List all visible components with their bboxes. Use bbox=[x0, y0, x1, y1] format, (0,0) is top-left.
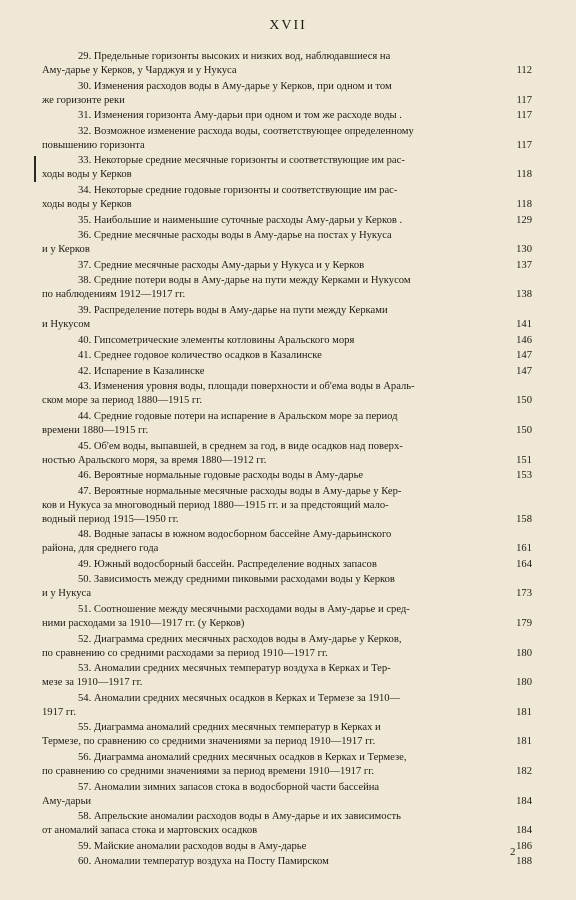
toc-entry bbox=[42, 50, 532, 78]
toc-entry bbox=[42, 380, 532, 408]
toc-entry-line: 54. Аномалии средних месячных осадков в Керках и Термезе за 1910— bbox=[78, 692, 401, 704]
toc-entry-line: водный период 1915—1950 гг. bbox=[42, 513, 179, 525]
toc-entry-line: 60. Аномалии температур воздуха на Посту Памирском bbox=[78, 856, 329, 868]
toc-entry-line: ков и Нукуса за многоводный период 1880—1915 гг. и за предстоящий мало- bbox=[42, 499, 389, 511]
toc-entry-line: 46. Вероятные нормальные годовые расходы воды в Аму-дарье bbox=[78, 470, 364, 482]
toc-entry bbox=[42, 349, 532, 363]
toc-entry bbox=[42, 184, 532, 212]
toc-page-number: 153 bbox=[516, 470, 532, 482]
toc-entry-line: 32. Возможное изменение расхода воды, соответствующее определенному bbox=[78, 125, 414, 137]
toc-entry bbox=[42, 751, 532, 779]
toc-entry-line: 48. Водные запасы в южном водосборном бассейне Аму-дарьинского bbox=[78, 529, 392, 541]
toc-entry bbox=[42, 259, 532, 273]
toc-entry-line: ними расходами за 1910—1917 гг. (у Керков) bbox=[42, 618, 245, 630]
toc-page-number: 130 bbox=[516, 244, 532, 256]
toc-page-number: 138 bbox=[516, 289, 532, 301]
toc-entry bbox=[42, 810, 532, 838]
toc-entry bbox=[42, 781, 532, 809]
toc-entry-line: 50. Зависимость между средними пиковыми расходами воды у Керков bbox=[78, 574, 395, 586]
toc-entry-line: и Нукусом bbox=[42, 318, 91, 330]
toc-page-number: 184 bbox=[516, 795, 532, 807]
toc-entry bbox=[42, 304, 532, 332]
toc-entry bbox=[42, 109, 532, 123]
toc-entry bbox=[42, 440, 532, 468]
toc-entry bbox=[42, 721, 532, 749]
toc-page-number: 117 bbox=[516, 94, 532, 106]
toc-entry bbox=[42, 80, 532, 108]
table-of-contents bbox=[42, 50, 532, 871]
toc-entry bbox=[42, 469, 532, 483]
toc-entry-line: по сравнению со средними расходами за период 1910—1917 гг. bbox=[42, 647, 328, 659]
toc-page-number: 182 bbox=[516, 766, 532, 778]
toc-page-number: 141 bbox=[516, 318, 532, 330]
toc-entry-line: 55. Диаграмма аномалий средних месячных температур в Керках и bbox=[78, 722, 381, 734]
toc-page-number: 173 bbox=[516, 588, 532, 600]
toc-entry bbox=[42, 485, 532, 527]
toc-entry bbox=[42, 840, 532, 854]
toc-page-number: 129 bbox=[516, 214, 532, 226]
toc-entry bbox=[42, 692, 532, 720]
toc-entry-line: и у Керков bbox=[42, 244, 90, 256]
toc-entry-line: 35. Наибольшие и наименьшие суточные расходы Аму-дарьи у Керков . bbox=[78, 214, 403, 226]
toc-page-number: 164 bbox=[516, 558, 532, 570]
toc-entry-line: от аномалий запаса стока и мартовских осадков bbox=[42, 825, 258, 837]
toc-entry bbox=[42, 334, 532, 348]
toc-entry-line: 56. Диаграмма аномалий средних месячных осадков в Керках и Термезе, bbox=[78, 752, 407, 764]
toc-entry bbox=[42, 603, 532, 631]
toc-entry-line: 40. Гипсометрические элементы котловины Аральского моря bbox=[78, 334, 355, 346]
toc-entry-line: же горизонте реки bbox=[42, 94, 125, 106]
toc-entry bbox=[42, 410, 532, 438]
toc-entry-line: 38. Средние потери воды в Аму-дарье на пути между Керками и Нукусом bbox=[78, 275, 411, 287]
toc-page-number: 137 bbox=[516, 259, 532, 271]
toc-entry bbox=[42, 214, 532, 228]
toc-entry-line: 52. Диаграмма средних месячных расходов воды в Аму-дарье у Керков, bbox=[78, 633, 402, 645]
toc-entry-line: 58. Апрельские аномалии расходов воды в Аму-дарье и их зависимость bbox=[78, 811, 401, 823]
toc-entry-line: 31. Изменения горизонта Аму-дарьи при одном и том же расходе воды . bbox=[78, 110, 402, 122]
toc-entry-line: 41. Среднее годовое количество осадков в Казалинске bbox=[78, 350, 322, 362]
toc-entry-line: 1917 гг. bbox=[42, 706, 76, 718]
toc-entry-line: Аму-дарье у Керков, у Чарджуя и у Нукуса bbox=[42, 65, 237, 76]
toc-entry bbox=[42, 154, 532, 182]
toc-page-number: 151 bbox=[516, 454, 532, 466]
toc-page-number: 180 bbox=[516, 677, 532, 689]
toc-entry-line: повышению горизонта bbox=[42, 139, 145, 151]
toc-page-number: 118 bbox=[516, 198, 532, 210]
page-header-roman-numeral: XVII bbox=[269, 18, 307, 33]
toc-page-number: 118 bbox=[516, 169, 532, 181]
toc-page-number: 147 bbox=[516, 350, 532, 362]
toc-entry bbox=[42, 662, 532, 690]
toc-entry-line: 57. Аномалии зимних запасов стока в водосборной части бассейна bbox=[78, 781, 380, 793]
toc-page-number: 179 bbox=[516, 618, 532, 630]
toc-entry-line: по наблюдениям 1912—1917 гг. bbox=[42, 289, 186, 301]
toc-page-number: 188 bbox=[516, 856, 532, 868]
toc-entry bbox=[42, 573, 532, 601]
toc-entry-line: района, для среднего года bbox=[42, 543, 159, 555]
toc-page-number: 112 bbox=[516, 65, 532, 76]
toc-entry-line: ском море за период 1880—1915 гг. bbox=[42, 395, 203, 407]
toc-page-number: 181 bbox=[516, 706, 532, 718]
toc-page-number: 147 bbox=[516, 365, 532, 377]
toc-entry bbox=[42, 528, 532, 556]
toc-entry-line: 49. Южный водосборный бассейн. Распределение водных запасов bbox=[78, 558, 377, 570]
toc-entry-line: 51. Соотношение между месячными расходами воды в Аму-дарье и сред- bbox=[78, 604, 410, 616]
toc-entry-line: ностью Аральского моря, за время 1880—1912 гг. bbox=[42, 454, 267, 466]
toc-entry bbox=[42, 229, 532, 257]
toc-page-number: 117 bbox=[516, 139, 532, 151]
signature-mark: 2 bbox=[510, 846, 516, 858]
toc-entry-line: 42. Испарение в Казалинске bbox=[78, 365, 205, 377]
toc-entry-line: 47. Вероятные нормальные месячные расходы воды в Аму-дарье у Кер- bbox=[78, 485, 402, 497]
toc-page-number: 146 bbox=[516, 334, 532, 346]
toc-page-number: 180 bbox=[516, 647, 532, 659]
toc-entry-line: по сравнению со средними значениями за период времени 1910—1917 гг. bbox=[42, 766, 375, 778]
toc-page-number: 184 bbox=[516, 825, 532, 837]
toc-entry-line: 34. Некоторые средние годовые горизонты и соответствующие им рас- bbox=[78, 184, 398, 196]
toc-entry-line: Термезе, по сравнению со средними значениями за период 1910—1917 гг. bbox=[42, 736, 376, 748]
toc-entry-line: 30. Изменения расходов воды в Аму-дарье у Керков, при одном и том bbox=[78, 80, 392, 92]
toc-entry-line: и у Нукуса bbox=[42, 588, 92, 600]
toc-entry-line: 53. Аномалии средних месячных температур воздуха в Керках и Тер- bbox=[78, 663, 391, 675]
toc-page-number: 158 bbox=[516, 513, 532, 525]
toc-entry bbox=[42, 365, 532, 379]
toc-entry-line: 59. Майские аномалии расходов воды в Аму-дарье bbox=[78, 840, 307, 852]
toc-page-number: 181 bbox=[516, 736, 532, 748]
toc-page-number: 150 bbox=[516, 395, 532, 407]
toc-entry bbox=[42, 274, 532, 302]
toc-entry-line: 45. Об'ем воды, выпавшей, в среднем за год, в виде осадков над поверх- bbox=[78, 440, 403, 452]
toc-page-number: 117 bbox=[516, 110, 532, 122]
margin-pencil-mark bbox=[34, 156, 36, 182]
toc-entry-line: 29. Предельные горизонты высоких и низких вод, наблюдавшиеся на bbox=[78, 51, 391, 62]
toc-entry-line: времени 1880—1915 гг. bbox=[42, 424, 149, 436]
toc-page-number: 161 bbox=[516, 543, 532, 555]
toc-entry bbox=[42, 125, 532, 153]
toc-entry bbox=[42, 855, 532, 869]
toc-entry-line: ходы воды у Керков bbox=[42, 169, 132, 181]
toc-entry bbox=[42, 633, 532, 661]
toc-entry-line: мезе за 1910—1917 гг. bbox=[42, 677, 143, 689]
toc-entry-line: ходы воды у Керков bbox=[42, 198, 132, 210]
toc-page-number: 150 bbox=[516, 424, 532, 436]
toc-entry-line: 39. Распределение потерь воды в Аму-дарье на пути между Керками bbox=[78, 304, 388, 316]
toc-entry-line: Аму-дарьи bbox=[42, 795, 92, 807]
toc-entry-line: 36. Средние месячные расходы воды в Аму-дарье на постах у Нукуса bbox=[78, 230, 392, 242]
toc-page-number: 186 bbox=[516, 840, 532, 852]
toc-entry-line: 44. Средние годовые потери на испарение в Аральском море за период bbox=[78, 410, 398, 422]
toc-entry-line: 43. Изменения уровня воды, площади поверхности и об'ема воды в Араль- bbox=[78, 381, 415, 393]
toc-entry-line: 33. Некоторые средние месячные горизонты и соответствующие им рас- bbox=[78, 155, 405, 167]
toc-entry bbox=[42, 558, 532, 572]
toc-entry-line: 37. Средние месячные расходы Аму-дарьи у Нукуса и у Керков bbox=[78, 259, 365, 271]
